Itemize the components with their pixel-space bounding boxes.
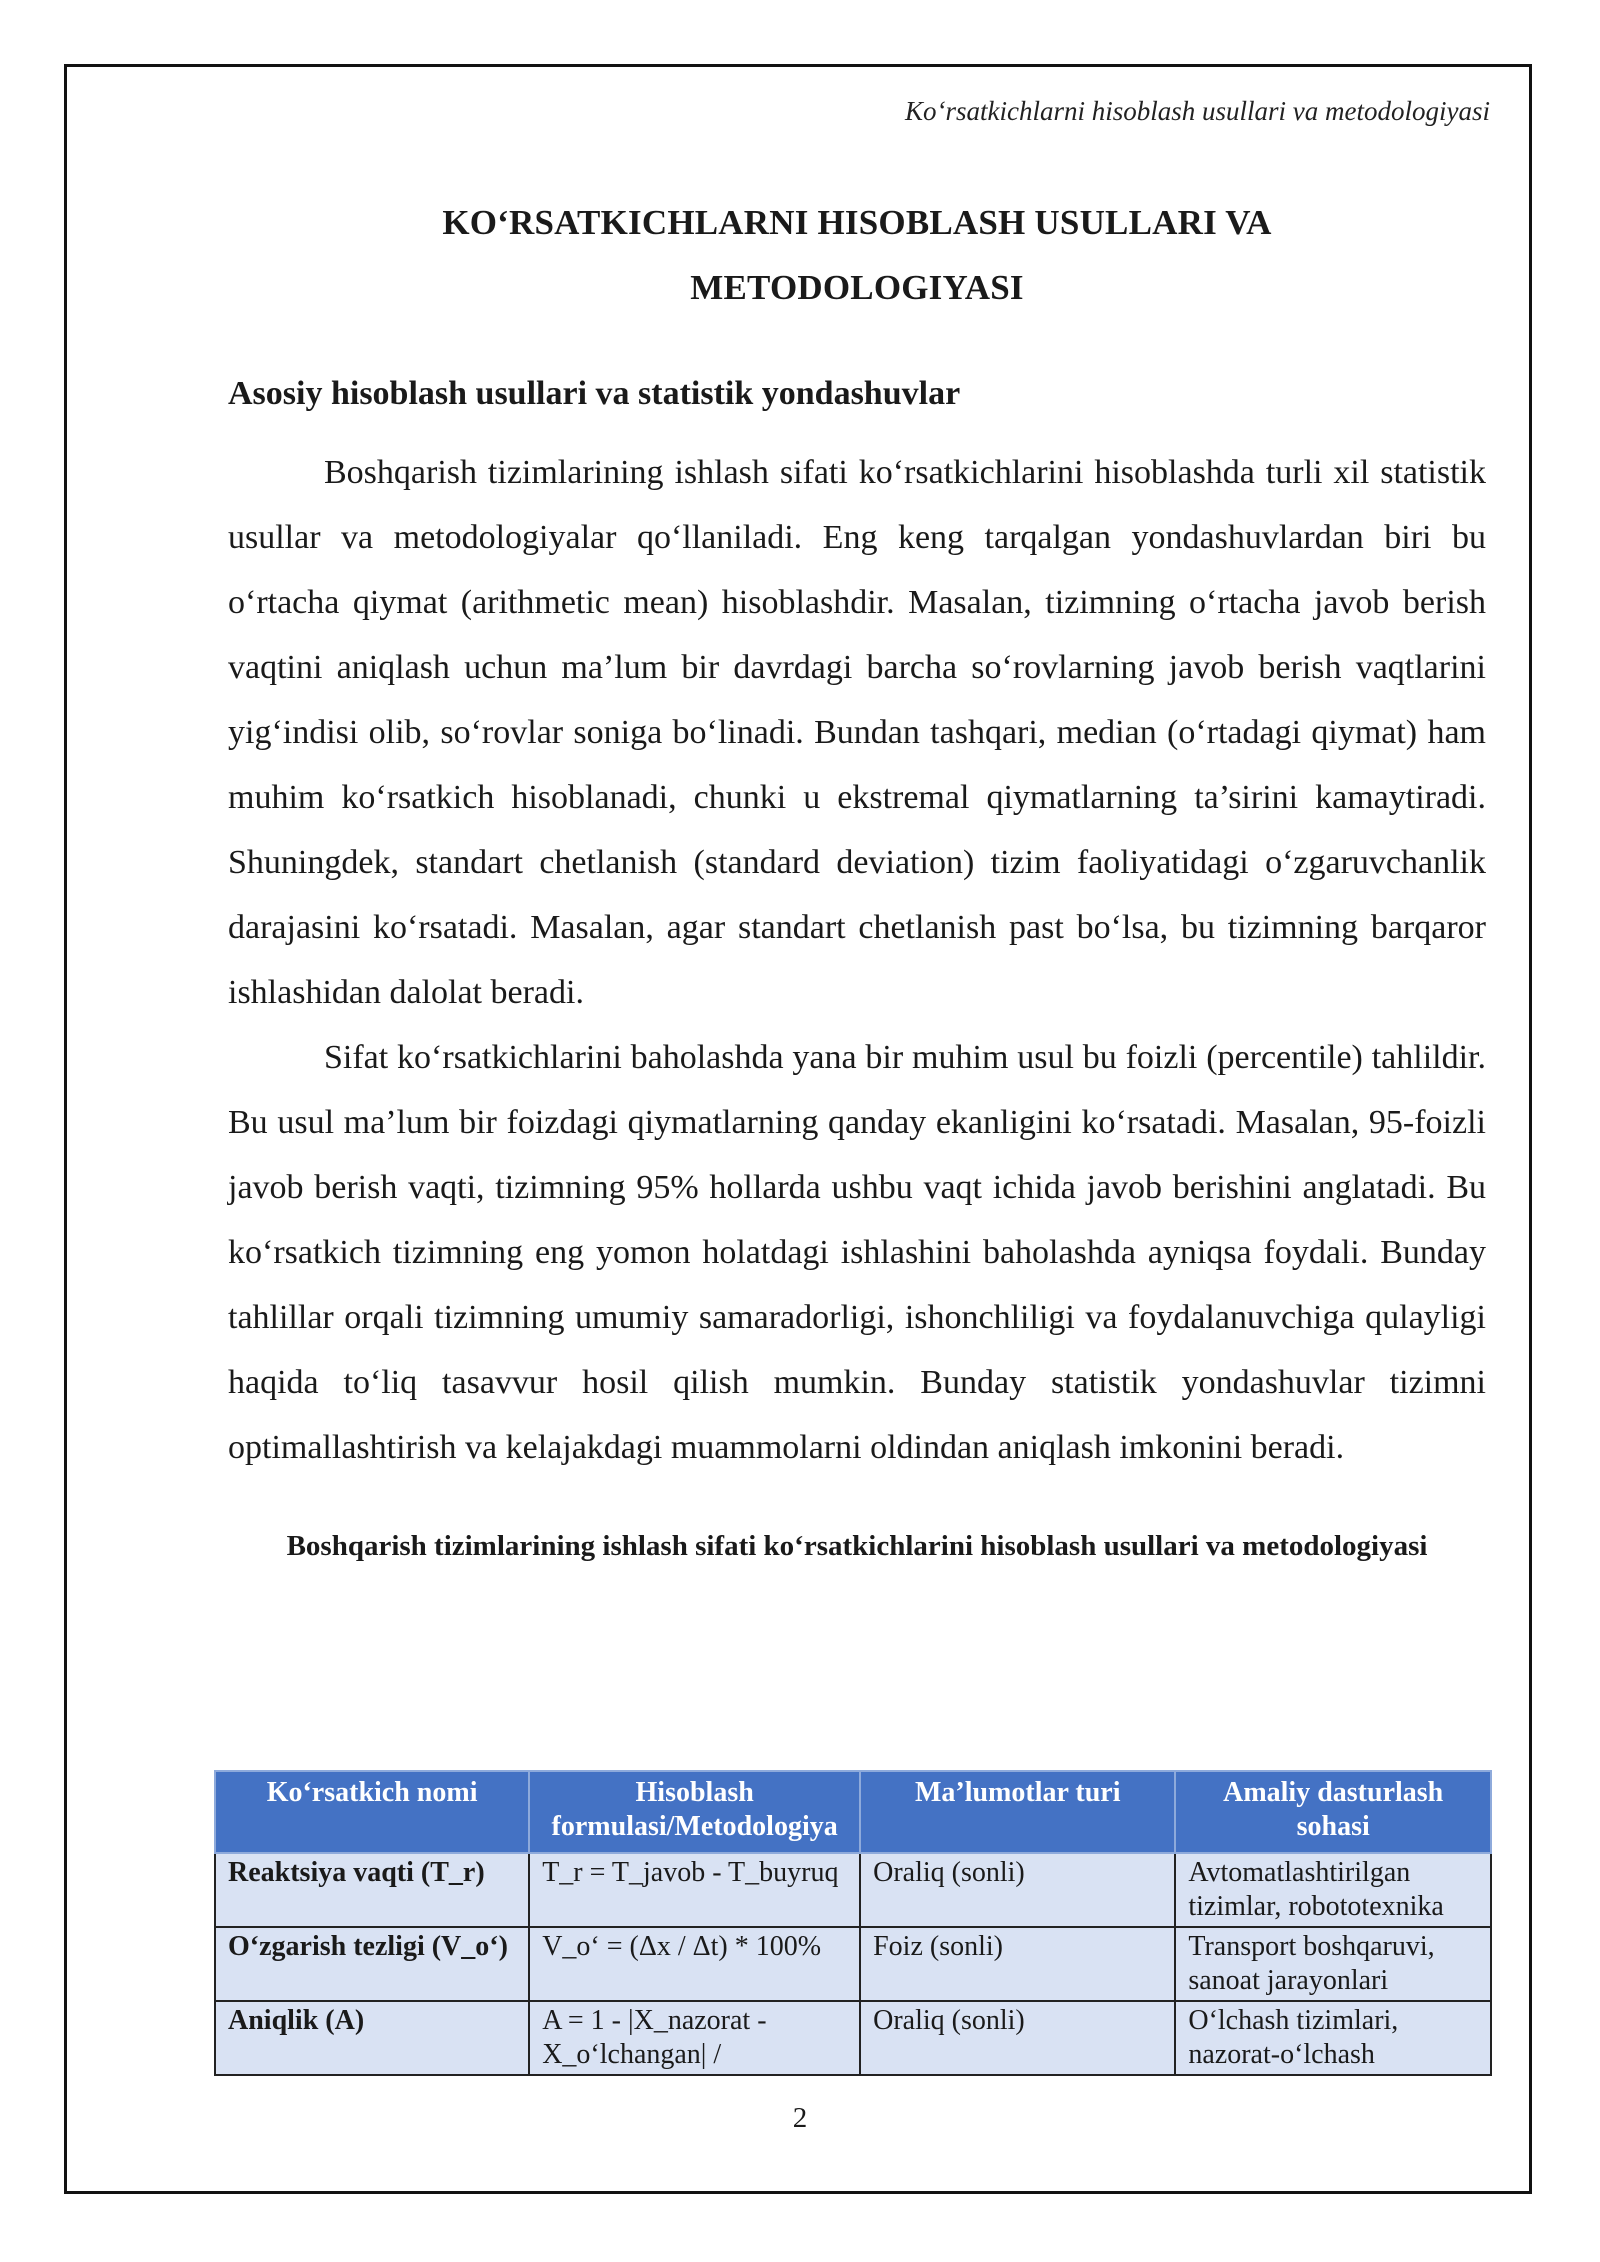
cell-metric-name: O‘zgarish tezligi (V_o‘) <box>215 1927 529 2001</box>
title-line-2: METODOLOGIYASI <box>690 268 1024 307</box>
table-row <box>215 2001 1491 2075</box>
cell-application: Transport boshqaruvi, sanoat jarayonlari <box>1175 1927 1491 2001</box>
cell-metric-name: Aniqlik (A) <box>215 2001 529 2075</box>
cell-metric-name: Reaktsiya vaqti (T_r) <box>215 1853 529 1927</box>
body-paragraph-1: Boshqarish tizimlarining ishlash sifati ko‘rsatkichlarini hisoblashda turli xil statistik usullar va metodologiyalar qo‘llaniladi. Eng keng tarqalgan yondashuvlardan biri bu o‘rtacha qiymat (arithmetic mean) hisoblashdir. Masalan, tizimning o‘rtacha javob berish vaqtini aniqlash uchun ma’lum bir davrdagi barcha so‘rovlarning javob berish vaqtlarini yig‘indisi olib, so‘rovlar soniga bo‘linadi. Bundan tashqari, median (o‘rtadagi qiymat) ham muhim ko‘rsatkich hisoblanadi, chunki u ekstremal qiymatlarning ta’sirini kamaytiradi. Shuningdek, standart chetlanish (standard deviation) tizim faoliyatidagi o‘zgaruvchanlik darajasini ko‘rsatadi. Masalan, agar standart chetlanish past bo‘lsa, bu tizimning barqaror ishlashidan dalolat beradi. <box>228 454 1486 1011</box>
document-title <box>228 190 1486 320</box>
title-line-1: KO‘RSATKICHLARNI HISOBLASH USULLARI VA <box>442 203 1272 242</box>
table-row <box>215 1853 1491 1927</box>
cell-data-type: Oraliq (sonli) <box>860 1853 1175 1927</box>
table-header-row <box>215 1771 1491 1853</box>
table-row <box>215 1927 1491 2001</box>
column-header-name: Ko‘rsatkich nomi <box>215 1771 529 1853</box>
page-number: 2 <box>792 2102 808 2134</box>
column-header-data-type: Ma’lumotlar turi <box>860 1771 1175 1853</box>
table-caption: Boshqarish tizimlarining ishlash sifati ko‘rsatkichlarini hisoblash usullari va metodologiyasi <box>286 1530 1428 1562</box>
cell-application: O‘lchash tizimlari, nazorat-o‘lchash <box>1175 2001 1491 2075</box>
cell-data-type: Oraliq (sonli) <box>860 2001 1175 2075</box>
column-header-formula: Hisoblash formulasi/Metodologiya <box>529 1771 860 1853</box>
cell-formula: A = 1 - |X_nazorat - X_o‘lchangan| / <box>529 2001 860 2075</box>
column-header-application: Amaliy dasturlash sohasi <box>1175 1771 1491 1853</box>
page-content <box>228 180 1486 1574</box>
cell-application: Avtomatlashtirilgan tizimlar, robototexnika <box>1175 1853 1491 1927</box>
running-header: Ko‘rsatkichlarni hisoblash usullari va metodologiyasi <box>905 96 1490 126</box>
metrics-table <box>214 1770 1492 2076</box>
cell-data-type: Foiz (sonli) <box>860 1927 1175 2001</box>
cell-formula: T_r = T_javob - T_buyruq <box>529 1853 860 1927</box>
section-heading: Asosiy hisoblash usullari va statistik yondashuvlar <box>228 375 961 412</box>
cell-formula: V_o‘ = (Δx / Δt) * 100% <box>529 1927 860 2001</box>
body-paragraph-2: Sifat ko‘rsatkichlarini baholashda yana bir muhim usul bu foizli (percentile) tahlildir. Bu usul ma’lum bir foizdagi qiymatlarning qanday ekanligini ko‘rsatadi. Masalan, 95-foizli javob berish vaqti, tizimning 95% hollarda ushbu vaqt ichida javob berishini anglatadi. Bu ko‘rsatkich tizimning eng yomon holatdagi ishlashini baholashda ayniqsa foydali. Bunday tahlillar orqali tizimning umumiy samaradorligi, ishonchliligi va foydalanuvchiga qulayligi haqida to‘liq tasavvur hosil qilish mumkin. Bunday statistik yondashuvlar tizimni optimallashtirish va kelajakdagi muammolarni oldindan aniqlash imkonini beradi. <box>228 1039 1486 1466</box>
